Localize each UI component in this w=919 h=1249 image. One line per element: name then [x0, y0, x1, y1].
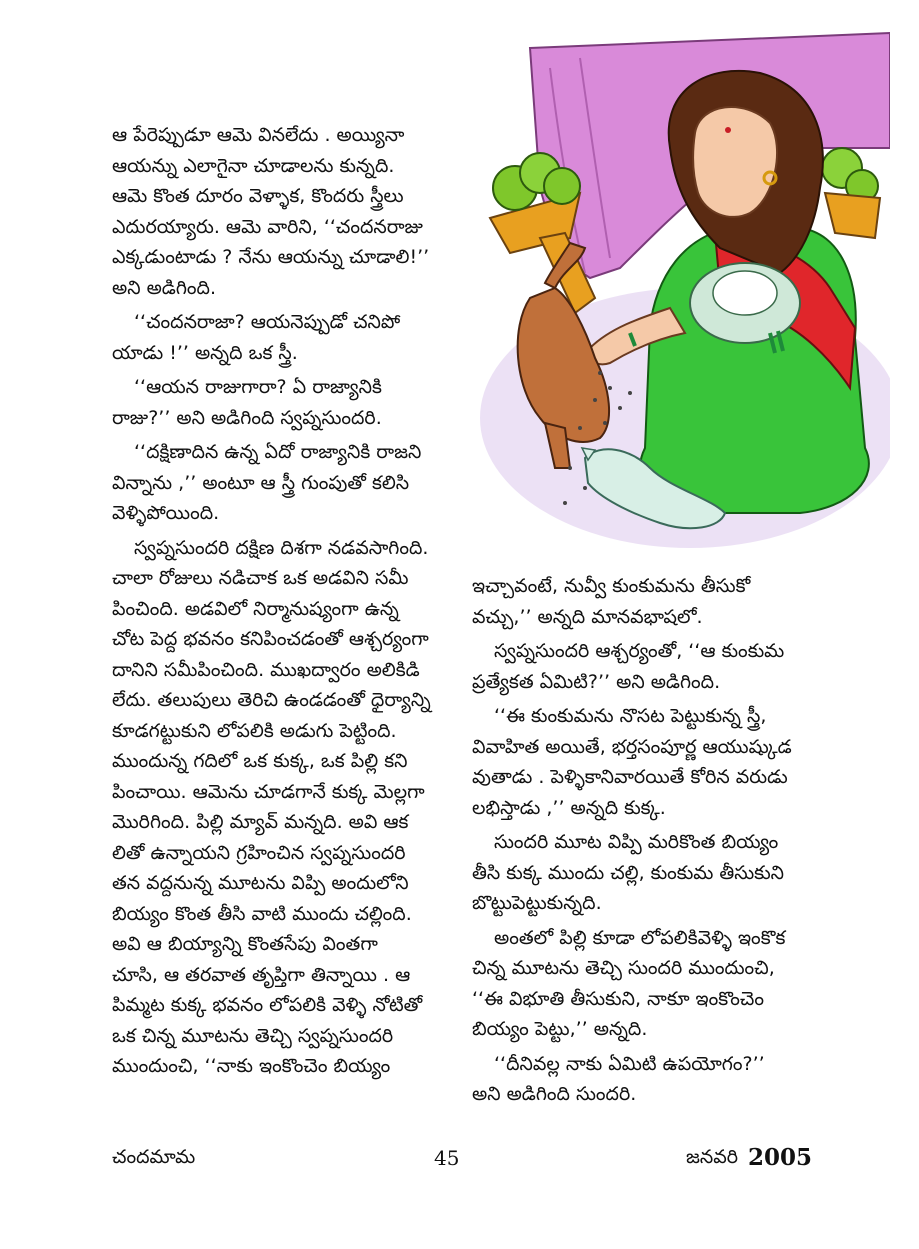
text-line: పిమ్మట కుక్క భవనం లోపలికి వెళ్ళి నోటితో — [112, 994, 423, 1016]
magazine-name: చందమామ — [112, 1146, 196, 1168]
text-line: విన్నాను ,’’ అంటూ ఆ స్త్రీ గుంపుతో కలిసి — [112, 471, 410, 494]
text-line: అంతలో పిల్లి కూడా లోపలికివెళ్ళి ఇంకొక — [494, 926, 786, 949]
text-line: వివాహిత అయితే, భర్తసంపూర్ణ ఆయుష్కుడ — [472, 735, 792, 758]
text-line: పించాయి. ఆమెను చూడగానే కుక్క మెల్లగా — [112, 780, 425, 803]
issue-year: 2005 — [747, 1144, 812, 1171]
text-line: తన వద్దనున్న మూటను విప్పి అందులోని — [112, 872, 409, 894]
page-number: 45 — [434, 1146, 460, 1170]
text-line: వుతాడు . పెళ్ళికానివారయితే కోరిన వరుడు — [472, 766, 788, 788]
text-line: ఒక చిన్న మూటను తెచ్చి స్వప్నసుందరి — [112, 1024, 394, 1047]
text-line: చిన్న మూటను తెచ్చి సుందరి ముందుంచి, — [472, 957, 775, 979]
text-line: ఎదురయ్యారు. ఆమె వారిని, ‘‘చందనరాజు — [112, 215, 423, 238]
text-line: పించింది. అడవిలో నిర్మానుష్యంగా ఉన్న — [112, 597, 399, 620]
story-illustration — [470, 28, 890, 558]
text-line: ‘‘దక్షిణాదిన ఉన్న ఏదో రాజ్యానికి రాజని — [134, 441, 422, 463]
text-line: ‘‘ఈ విభూతి తీసుకుని, నాకూ ఇంకొంచెం — [472, 987, 764, 1010]
text-line: అని అడిగింది. — [112, 276, 217, 299]
text-line: ‘‘ఈ కుంకుమను నొసట పెట్టుకున్న స్త్రీ, — [494, 705, 767, 727]
text-line: లితో ఉన్నాయని గ్రహించిన స్వప్నసుందరి — [112, 841, 406, 864]
text-line: ‘‘ఆయన రాజుగారా? ఏ రాజ్యానికి — [134, 376, 382, 398]
text-line: తీసి కుక్క ముందు చల్లి, కుంకుమ తీసుకుని — [472, 861, 785, 884]
text-line: బియ్యం కొంత తీసి వాటి ముందు చల్లింది. — [112, 902, 412, 925]
text-line: బొట్టుపెట్టుకున్నది. — [472, 892, 602, 914]
text-line: ముందుంచి, ‘‘నాకు ఇంకొంచెం బియ్యం — [112, 1055, 391, 1077]
text-line: ‘‘చందనరాజా? ఆయనెప్పుడో చనిపో — [134, 311, 401, 333]
text-line: వచ్చు,’’ అన్నది మానవభాషలో. — [472, 605, 703, 628]
text-line: చాలా రోజులు నడిచాక ఒక అడవిని సమీ — [112, 567, 409, 589]
text-line: ఇచ్చావంటే, నువ్వీ కుంకుమను తీసుకో — [472, 575, 751, 597]
text-line: ఆమె కొంత దూరం వెళ్ళాక, కొందరు స్త్రీలు — [112, 185, 404, 207]
text-line: బియ్యం పెట్టు,’’ అన్నది. — [472, 1018, 648, 1040]
text-line: స్వప్నసుందరి ఆశ్చర్యంతో, ‘‘ఆ కుంకుమ — [494, 640, 785, 662]
text-line: రాజు?’’ అని అడిగింది స్వప్నసుందరి. — [112, 406, 382, 429]
text-line: అవి ఆ బియ్యాన్ని కొంతసేపు వింతగా — [112, 933, 378, 955]
text-line: దానిని సమీపించింది. ముఖద్వారం అలికిడి — [112, 658, 420, 681]
issue-month: జనవరి — [685, 1146, 738, 1168]
page-footer — [112, 1146, 812, 1176]
text-line: ఎక్కడుంటాడు ? నేను ఆయన్ను చూడాలి!’’ — [112, 246, 430, 268]
text-line: చోట పెద్ద భవనం కనిపించడంతో ఆశ్చర్యంగా — [112, 628, 429, 650]
text-line: అని అడిగింది సుందరి. — [472, 1083, 637, 1105]
text-line: మొరిగింది. పిల్లి మ్యావ్ మన్నది. అవి ఆక — [112, 811, 409, 833]
right-text-column — [472, 571, 812, 1110]
text-line: చూసి, ఆ తరవాత తృప్తిగా తిన్నాయి . ఆ — [112, 963, 411, 986]
left-text-column — [112, 120, 458, 1082]
text-line: లభిస్తాడు ,’’ అన్నది కుక్క. — [472, 796, 666, 819]
text-line: వెళ్ళిపోయింది. — [112, 502, 220, 524]
text-line: లేదు. తలుపులు తెరిచి ఉండడంతో ధైర్యాన్ని — [112, 689, 431, 711]
text-line: ప్రత్యేకత ఏమిటి?’’ అని అడిగింది. — [472, 670, 721, 693]
text-line: యాడు !’’ అన్నది ఒక స్త్రీ. — [112, 341, 298, 364]
text-line: సుందరి మూట విప్పి మరికొంత బియ్యం — [494, 831, 779, 853]
text-line: ముందున్న గదిలో ఒక కుక్క, ఒక పిల్లి కని — [112, 750, 408, 772]
flower-pot-right — [822, 148, 880, 238]
text-line: ఆ పేరెప్పుడూ ఆమె వినలేదు . అయ్యినా — [112, 124, 405, 146]
text-line: ఆయన్ను ఎలాగైనా చూడాలను కున్నది. — [112, 154, 395, 177]
text-line: కూడగట్టుకుని లోపలికి అడుగు పెట్టింది. — [112, 719, 397, 742]
text-line: ‘‘దీనివల్ల నాకు ఏమిటి ఉపయోగం?’’ — [494, 1052, 765, 1075]
text-line: స్వప్నసుందరి దక్షిణ దిశగా నడవసాగింది. — [134, 536, 429, 559]
